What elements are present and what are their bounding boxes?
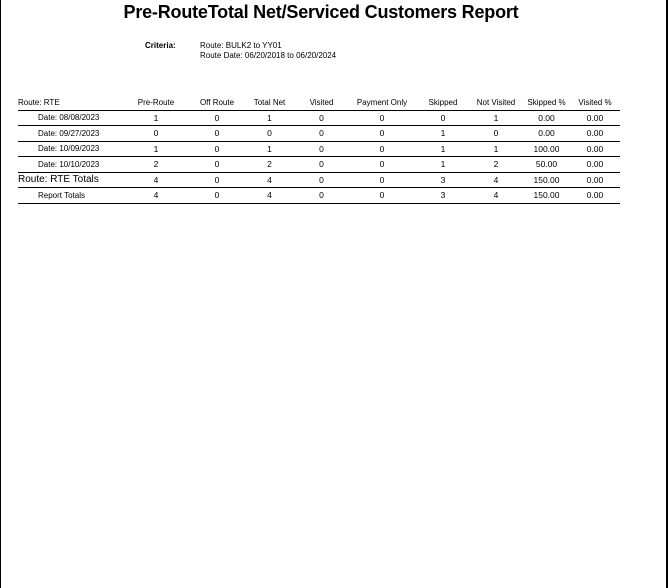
cell-pre-route: 0 bbox=[121, 126, 191, 142]
col-header-visited: Visited bbox=[296, 95, 347, 110]
cell-skipped-pct: 0.00 bbox=[523, 110, 570, 126]
cell-off-route: 0 bbox=[191, 141, 243, 157]
cell-pre-route: 1 bbox=[121, 110, 191, 126]
table-row bbox=[18, 126, 620, 142]
cell-total-net: 1 bbox=[243, 141, 296, 157]
cell-visited-pct: 0.00 bbox=[570, 172, 620, 188]
report-totals-row bbox=[18, 188, 620, 204]
cell-visited-pct: 0.00 bbox=[570, 157, 620, 173]
table-row bbox=[18, 157, 620, 173]
cell-skipped: 1 bbox=[417, 157, 469, 173]
cell-visited-pct: 0.00 bbox=[570, 188, 620, 204]
cell-payment-only: 0 bbox=[347, 172, 417, 188]
cell-not-visited: 0 bbox=[469, 126, 523, 142]
cell-visited-pct: 0.00 bbox=[570, 141, 620, 157]
report-title: Pre-RouteTotal Net/Serviced Customers Report bbox=[123, 2, 519, 22]
route-totals-label: Route: RTE Totals bbox=[18, 172, 121, 188]
col-header-off-route: Off Route bbox=[191, 95, 243, 110]
row-date-label: Date: 09/27/2023 bbox=[18, 126, 121, 142]
cell-skipped: 1 bbox=[417, 126, 469, 142]
row-date-label: Date: 08/08/2023 bbox=[18, 110, 121, 126]
row-date-label: Date: 10/10/2023 bbox=[18, 157, 121, 173]
cell-off-route: 0 bbox=[191, 157, 243, 173]
cell-visited: 0 bbox=[296, 110, 347, 126]
col-header-not-visited: Not Visited bbox=[469, 95, 523, 110]
cell-not-visited: 2 bbox=[469, 157, 523, 173]
cell-skipped-pct: 150.00 bbox=[523, 188, 570, 204]
cell-visited: 0 bbox=[296, 141, 347, 157]
cell-off-route: 0 bbox=[191, 126, 243, 142]
cell-visited: 0 bbox=[296, 157, 347, 173]
cell-visited-pct: 0.00 bbox=[570, 126, 620, 142]
cell-total-net: 4 bbox=[243, 188, 296, 204]
cell-payment-only: 0 bbox=[347, 157, 417, 173]
cell-off-route: 0 bbox=[191, 110, 243, 126]
route-totals-row bbox=[18, 172, 620, 188]
cell-not-visited: 1 bbox=[469, 141, 523, 157]
cell-skipped-pct: 50.00 bbox=[523, 157, 570, 173]
criteria-block bbox=[200, 41, 336, 61]
criteria-date-range: Route Date: 06/20/2018 to 06/20/2024 bbox=[200, 51, 337, 60]
cell-skipped-pct: 100.00 bbox=[523, 141, 570, 157]
cell-pre-route: 1 bbox=[121, 141, 191, 157]
cell-payment-only: 0 bbox=[347, 188, 417, 204]
cell-skipped-pct: 0.00 bbox=[523, 126, 570, 142]
cell-skipped: 1 bbox=[417, 141, 469, 157]
cell-off-route: 0 bbox=[191, 172, 243, 188]
cell-payment-only: 0 bbox=[347, 126, 417, 142]
cell-visited: 0 bbox=[296, 172, 347, 188]
table-row bbox=[18, 110, 620, 126]
col-header-payment-only: Payment Only bbox=[347, 95, 417, 110]
report-table bbox=[18, 95, 620, 204]
cell-pre-route: 4 bbox=[121, 188, 191, 204]
cell-skipped: 0 bbox=[417, 110, 469, 126]
cell-total-net: 2 bbox=[243, 157, 296, 173]
col-header-total-net: Total Net bbox=[243, 95, 296, 110]
cell-not-visited: 1 bbox=[469, 110, 523, 126]
cell-visited: 0 bbox=[296, 188, 347, 204]
row-date-label: Date: 10/09/2023 bbox=[18, 141, 121, 157]
cell-payment-only: 0 bbox=[347, 110, 417, 126]
cell-skipped: 3 bbox=[417, 172, 469, 188]
cell-skipped-pct: 150.00 bbox=[523, 172, 570, 188]
cell-skipped: 3 bbox=[417, 188, 469, 204]
cell-off-route: 0 bbox=[191, 188, 243, 204]
cell-total-net: 0 bbox=[243, 126, 296, 142]
cell-payment-only: 0 bbox=[347, 141, 417, 157]
col-header-skipped: Skipped bbox=[417, 95, 469, 110]
table-header-row bbox=[18, 95, 620, 110]
col-header-skipped-pct: Skipped % bbox=[523, 95, 570, 110]
cell-total-net: 1 bbox=[243, 110, 296, 126]
criteria-route-range: Route: BULK2 to YY01 bbox=[200, 41, 282, 50]
criteria-label: Criteria: bbox=[145, 41, 176, 50]
cell-pre-route: 2 bbox=[121, 157, 191, 173]
cell-not-visited: 4 bbox=[469, 172, 523, 188]
col-header-visited-pct: Visited % bbox=[570, 95, 620, 110]
report-totals-label: Report Totals bbox=[18, 188, 121, 204]
col-header-pre-route: Pre-Route bbox=[121, 95, 191, 110]
cell-visited-pct: 0.00 bbox=[570, 110, 620, 126]
route-group-label: Route: RTE bbox=[18, 95, 121, 110]
table-row bbox=[18, 141, 620, 157]
cell-visited: 0 bbox=[296, 126, 347, 142]
cell-not-visited: 4 bbox=[469, 188, 523, 204]
cell-total-net: 4 bbox=[243, 172, 296, 188]
cell-pre-route: 4 bbox=[121, 172, 191, 188]
